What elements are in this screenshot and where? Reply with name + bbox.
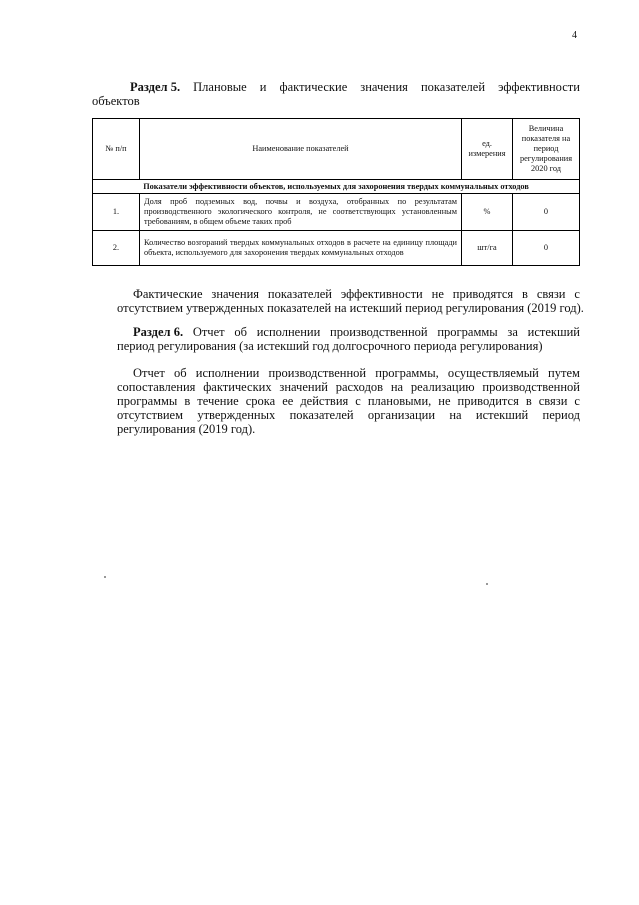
word: организации (367, 408, 436, 422)
row-num: 2. (93, 231, 140, 266)
row-name: Доля проб подземных вод, почвы и воздуха, отобранных по результатам производственного экологического контроля, не соответствующих установленным требованиям, в общем объеме таких проб (140, 194, 462, 231)
section-5-heading (92, 80, 580, 108)
word: приводится (457, 394, 519, 408)
section-6-heading (117, 325, 580, 353)
word: производственной (482, 380, 580, 394)
word: исполнении (195, 366, 260, 380)
word: Фактические (133, 287, 203, 301)
header-value: Величина показателя на период регулирования 2020 год (513, 119, 580, 180)
table-row (93, 231, 580, 266)
word: срока (245, 394, 276, 408)
word: осуществляемый (447, 366, 539, 380)
word: истекший (527, 325, 580, 339)
word: с (574, 287, 580, 301)
header-unit: ед. измерения (462, 119, 513, 180)
section-5-label: Раздел 5. (130, 80, 181, 94)
section-5-line-1 (92, 80, 580, 94)
word: в (522, 287, 528, 301)
line-text: отсутствием утвержденных показателей на истекший период регулирования (2019 год). (117, 301, 584, 315)
word: расходов (335, 380, 384, 394)
paragraph-line (117, 380, 580, 394)
word: с (355, 394, 361, 408)
word: производственной (330, 325, 428, 339)
word: плановыми, (367, 394, 432, 408)
line-text: регулирования (2019 год). (117, 422, 256, 436)
word: Плановые (193, 80, 247, 94)
word: ее (282, 394, 294, 408)
word: Отчет (192, 325, 225, 339)
word: программы, (375, 366, 439, 380)
paragraph-line (117, 422, 580, 436)
word: истекший (475, 408, 529, 422)
word: и (259, 80, 267, 94)
word: не (438, 394, 451, 408)
page-number: 4 (572, 30, 577, 41)
word: сопоставления (117, 380, 196, 394)
header-name: Наименование показателей (140, 119, 462, 180)
word: отсутствием (117, 408, 184, 422)
word: путем (548, 366, 580, 380)
metrics-table (92, 118, 580, 266)
paragraph-line (117, 366, 580, 380)
row-value: 0 (513, 231, 580, 266)
paragraph-actual-values (117, 287, 584, 315)
word: фактические (279, 80, 348, 94)
section-6-line-1 (117, 325, 580, 339)
word: Отчет (133, 366, 165, 380)
word: программы (437, 325, 498, 339)
section-6-line-2 (117, 339, 580, 353)
word: на (449, 408, 462, 422)
row-name: Количество возгораний твердых коммунальных отходов в расчете на единицу площади объекта, используемого для захоронения твердых коммунальных отходов (140, 231, 462, 266)
line-text: период регулирования (за истекший год долгосрочного периода регулирования) (117, 339, 543, 353)
group-title: Показатели эффективности объектов, используемых для захоронения твердых коммунальных отходов (93, 180, 580, 194)
word: показателей (267, 287, 332, 301)
header-num: № п/п (93, 119, 140, 180)
word: показателей (289, 408, 354, 422)
word: программы (117, 394, 178, 408)
word: утвержденных (197, 408, 276, 422)
word: эффективности (340, 287, 423, 301)
word: за (507, 325, 518, 339)
word: реализацию (410, 380, 475, 394)
word: период (542, 408, 580, 422)
row-unit: % (462, 194, 513, 231)
scan-speck (486, 583, 488, 585)
word: значения (360, 80, 408, 94)
word: на (390, 380, 404, 394)
word: в (184, 394, 191, 408)
table-row (93, 194, 580, 231)
paragraph-report (117, 366, 580, 436)
word: действия (300, 394, 349, 408)
paragraph-line (117, 287, 580, 301)
word: приводятся (452, 287, 514, 301)
word: связи (536, 287, 566, 301)
word: эффективности (498, 80, 580, 94)
row-unit: шт/га (462, 231, 513, 266)
word: в (525, 394, 532, 408)
word: показателей (420, 80, 486, 94)
paragraph-line (117, 408, 580, 422)
word: фактических (203, 380, 272, 394)
word: течение (197, 394, 239, 408)
word: об (173, 366, 187, 380)
section-6-label: Раздел 6. (133, 325, 184, 339)
word: значений (279, 380, 328, 394)
row-num: 1. (93, 194, 140, 231)
row-value: 0 (513, 194, 580, 231)
word: исполнении (256, 325, 321, 339)
word: связи (538, 394, 568, 408)
scan-speck (104, 576, 106, 578)
paragraph-line (117, 301, 584, 315)
word: значения (211, 287, 260, 301)
paragraph-line (117, 394, 580, 408)
table-group-row (93, 180, 580, 194)
word: производственной (268, 366, 367, 380)
word: с (574, 394, 580, 408)
section-5-line-2: объектов (92, 94, 140, 108)
word: не (431, 287, 444, 301)
word: об (234, 325, 247, 339)
table-header-row (93, 119, 580, 180)
